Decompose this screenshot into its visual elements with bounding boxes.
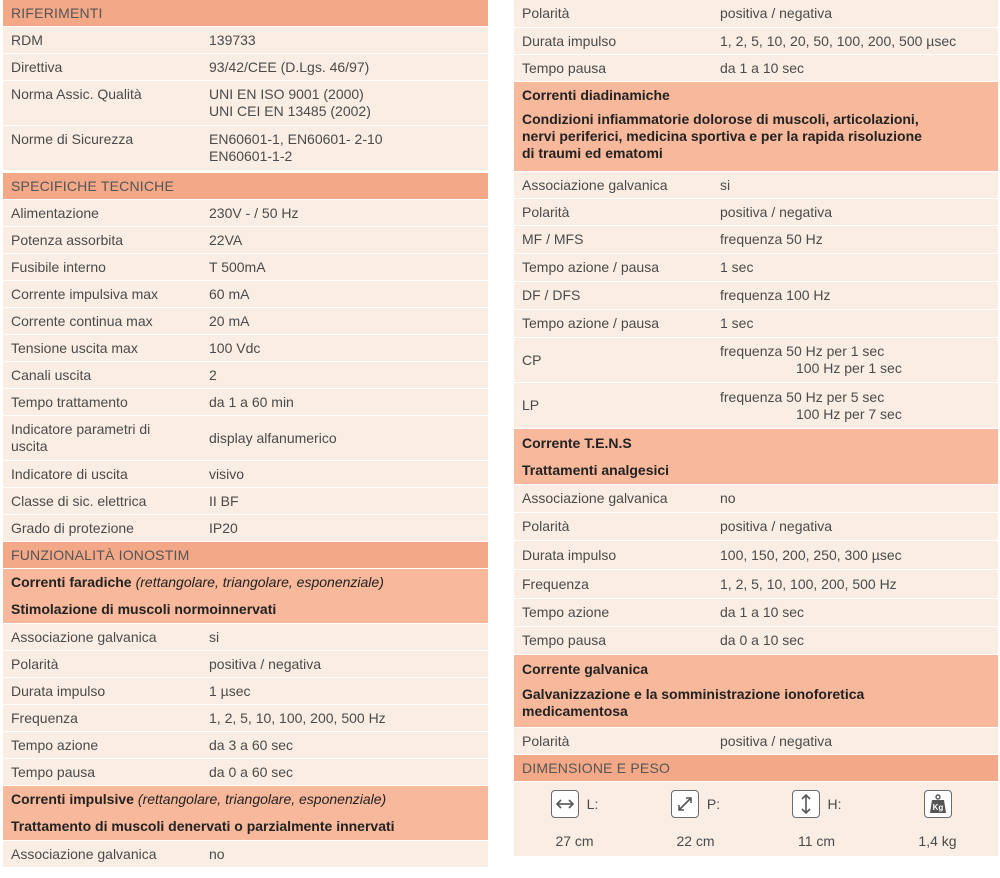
table-row bbox=[3, 461, 488, 488]
weight-badge-text: Kg bbox=[932, 803, 943, 812]
row-value: positiva / negativa bbox=[720, 203, 833, 220]
table-row bbox=[514, 570, 998, 599]
heading-note: (rettangolare, triangolare, esponenziale) bbox=[137, 791, 387, 807]
row-value: positiva / negativa bbox=[209, 655, 322, 672]
row-label: DF / DFS bbox=[522, 287, 581, 303]
row-label: Associazione galvanica bbox=[11, 628, 157, 645]
table-row bbox=[3, 389, 488, 416]
row-label: Durata impulso bbox=[11, 682, 106, 699]
table-row bbox=[3, 624, 488, 651]
row-value: II BF bbox=[209, 492, 239, 509]
subheading-line: di traumi ed ematomi bbox=[522, 145, 663, 161]
row-label: Corrente continua max bbox=[11, 312, 153, 329]
row-label: Indicatore di uscita bbox=[11, 465, 128, 482]
row-label: Durata impulso bbox=[522, 32, 617, 49]
row-label: Associazione galvanica bbox=[522, 490, 668, 506]
table-row bbox=[514, 599, 998, 627]
row-label: Tempo pausa bbox=[11, 763, 96, 780]
dimension-label: L: bbox=[586, 796, 599, 812]
row-value: 93/42/CEE (D.Lgs. 46/97) bbox=[209, 58, 370, 75]
heading-note: (rettangolare, triangolare, esponenziale) bbox=[135, 574, 384, 590]
row-value: da 0 a 10 sec bbox=[720, 632, 805, 648]
label-line: uscita bbox=[11, 438, 48, 454]
heading-text: Correnti impulsive bbox=[11, 791, 134, 807]
table-row bbox=[514, 541, 998, 570]
faradiche-subheading bbox=[3, 596, 488, 624]
table-row bbox=[514, 310, 998, 338]
row-label: Polarità bbox=[522, 203, 570, 220]
table-row bbox=[3, 678, 488, 705]
right-column bbox=[514, 0, 998, 856]
dimensions-values-row bbox=[514, 826, 998, 856]
impulsive-subheading bbox=[3, 813, 488, 841]
row-label: Tempo pausa bbox=[522, 632, 607, 648]
subheading-line: Condizioni infiammatorie dolorose di muscoli, articolazioni, bbox=[522, 111, 919, 127]
row-value bbox=[209, 131, 480, 165]
diadinamiche-subheading bbox=[514, 109, 998, 172]
section-title: FUNZIONALITÀ IONOSTIM bbox=[11, 547, 190, 563]
heading-text: Correnti diadinamiche bbox=[522, 87, 670, 103]
row-label: Direttiva bbox=[11, 58, 63, 75]
dimension-width bbox=[514, 790, 635, 818]
row-label: Frequenza bbox=[522, 575, 589, 592]
table-row bbox=[514, 282, 998, 310]
subheading-line: nervi periferici, medicina sportiva e per la rapida risoluzione bbox=[522, 128, 922, 144]
row-label: Associazione galvanica bbox=[11, 845, 157, 862]
depth-arrows-icon bbox=[671, 790, 699, 818]
table-row bbox=[514, 728, 998, 755]
width-arrows-icon bbox=[551, 790, 579, 818]
row-label: Tempo azione / pausa bbox=[522, 315, 659, 331]
row-label: Polarità bbox=[522, 518, 570, 534]
row-label: Corrente impulsiva max bbox=[11, 285, 159, 302]
dimension-label: H: bbox=[827, 796, 842, 812]
faradiche-heading bbox=[3, 569, 488, 596]
dimension-value: 1,4 kg bbox=[918, 833, 957, 849]
impulsive-heading bbox=[3, 786, 488, 813]
value-line: UNI EN ISO 9001 (2000) bbox=[209, 86, 364, 102]
row-label: Polarità bbox=[522, 732, 570, 749]
table-row bbox=[514, 172, 998, 199]
row-value: da 1 a 10 sec bbox=[720, 59, 805, 76]
table-row bbox=[3, 254, 488, 281]
row-value: 2 bbox=[209, 366, 217, 383]
diadinamiche-heading bbox=[514, 82, 998, 109]
row-value: 1, 2, 5, 10, 100, 200, 500 Hz bbox=[720, 575, 897, 592]
table-row bbox=[514, 254, 998, 282]
row-label: Tempo azione bbox=[522, 604, 610, 620]
row-value: 100 Vdc bbox=[209, 339, 261, 356]
table-row bbox=[3, 27, 488, 54]
row-value: frequenza 50 Hz bbox=[720, 231, 823, 247]
row-label: Norma Assic. Qualità bbox=[11, 86, 142, 102]
dimension-value: 27 cm bbox=[555, 833, 594, 849]
section-riferimenti bbox=[3, 0, 488, 27]
dimension-value: 11 cm bbox=[797, 833, 836, 849]
heading-text: Corrente T.E.N.S bbox=[522, 434, 632, 451]
value-line: frequenza 50 Hz per 5 sec bbox=[720, 388, 885, 405]
row-label: Associazione galvanica bbox=[522, 176, 668, 193]
row-label: Potenza assorbita bbox=[11, 231, 124, 248]
table-row bbox=[3, 227, 488, 254]
dimension-value: 22 cm bbox=[676, 833, 715, 849]
row-label: Frequenza bbox=[11, 709, 78, 726]
row-value: 100, 150, 200, 250, 300 µsec bbox=[720, 546, 902, 563]
row-label: Canali uscita bbox=[11, 366, 92, 383]
table-row bbox=[514, 627, 998, 655]
row-value: 139733 bbox=[209, 31, 256, 48]
table-row bbox=[3, 416, 488, 461]
row-label: LP bbox=[522, 397, 540, 413]
row-value: da 0 a 60 sec bbox=[209, 763, 294, 780]
table-row bbox=[3, 759, 488, 786]
row-value: si bbox=[209, 628, 220, 645]
table-row bbox=[3, 705, 488, 732]
dimensions-panel bbox=[514, 782, 998, 856]
table-row bbox=[3, 732, 488, 759]
section-funzionalita bbox=[3, 542, 488, 569]
subheading-line: Galvanizzazione e la somministrazione ionoforetica bbox=[522, 686, 865, 702]
label-line: Indicatore parametri di bbox=[11, 421, 151, 437]
table-row bbox=[514, 28, 998, 55]
row-label: RDM bbox=[11, 31, 43, 48]
table-row bbox=[3, 81, 488, 126]
dimension-depth bbox=[635, 790, 756, 818]
table-row bbox=[3, 841, 488, 868]
subheading-text: Trattamenti analgesici bbox=[522, 462, 670, 478]
row-label: Classe di sic. elettrica bbox=[11, 492, 147, 509]
dimension-height bbox=[756, 790, 877, 818]
table-row bbox=[3, 651, 488, 678]
table-row bbox=[3, 335, 488, 362]
table-row bbox=[514, 55, 998, 82]
row-value bbox=[720, 343, 990, 377]
value-line: EN60601-1-2 bbox=[209, 148, 293, 164]
row-value: 1, 2, 5, 10, 100, 200, 500 Hz bbox=[209, 709, 386, 726]
table-row bbox=[514, 226, 998, 254]
subheading-text: Trattamento di muscoli denervati o parzialmente innervati bbox=[11, 818, 395, 834]
heading-text: Corrente galvanica bbox=[522, 660, 649, 677]
row-label: Polarità bbox=[11, 655, 59, 672]
row-value: 1 sec bbox=[720, 259, 754, 275]
table-row bbox=[514, 199, 998, 226]
value-line: EN60601-1, EN60601- 2-10 bbox=[209, 131, 383, 147]
table-row bbox=[3, 308, 488, 335]
row-value: T 500mA bbox=[209, 258, 266, 275]
tens-subheading bbox=[514, 457, 998, 485]
row-label: Norme di Sicurezza bbox=[11, 131, 134, 147]
galvanica-heading bbox=[514, 655, 998, 683]
row-label: Tempo azione / pausa bbox=[522, 259, 659, 275]
row-value: visivo bbox=[209, 465, 245, 482]
row-value: no bbox=[720, 490, 736, 506]
table-row bbox=[3, 281, 488, 308]
row-label: Tensione uscita max bbox=[11, 339, 138, 356]
row-label: Tempo pausa bbox=[522, 59, 607, 76]
table-row bbox=[514, 338, 998, 383]
row-value: 22VA bbox=[209, 231, 243, 248]
row-value: positiva / negativa bbox=[720, 518, 833, 534]
table-row bbox=[514, 383, 998, 429]
table-row bbox=[514, 485, 998, 513]
row-value: da 1 a 10 sec bbox=[720, 604, 805, 620]
row-label: Tempo trattamento bbox=[11, 393, 128, 410]
table-row bbox=[3, 200, 488, 227]
row-value bbox=[209, 86, 480, 120]
section-title: DIMENSIONE E PESO bbox=[522, 760, 671, 776]
value-line: UNI CEI EN 13485 (2002) bbox=[209, 103, 371, 119]
height-arrows-icon bbox=[792, 790, 820, 818]
row-label bbox=[11, 421, 209, 455]
row-label: Tempo azione bbox=[11, 736, 99, 753]
dimension-label: P: bbox=[706, 796, 721, 812]
table-row bbox=[3, 54, 488, 81]
row-label: Alimentazione bbox=[11, 204, 99, 221]
section-dimensioni bbox=[514, 755, 998, 782]
row-value: 1 sec bbox=[720, 315, 754, 331]
row-label: MF / MFS bbox=[522, 231, 584, 247]
galvanica-subheading bbox=[514, 683, 998, 728]
subheading-line: medicamentosa bbox=[522, 703, 628, 719]
row-value: frequenza 100 Hz bbox=[720, 287, 831, 303]
row-label: Fusibile interno bbox=[11, 258, 106, 275]
row-value: 1, 2, 5, 10, 20, 50, 100, 200, 500 µsec bbox=[720, 32, 957, 49]
table-row bbox=[514, 0, 998, 28]
row-value bbox=[720, 389, 990, 423]
table-row bbox=[3, 126, 488, 171]
row-value: da 3 a 60 sec bbox=[209, 736, 294, 753]
row-label: Polarità bbox=[522, 5, 570, 21]
value-line: 100 Hz per 1 sec bbox=[796, 360, 902, 376]
row-value: 230V - / 50 Hz bbox=[209, 204, 299, 221]
row-label: Grado di protezione bbox=[11, 519, 134, 536]
value-line: 100 Hz per 7 sec bbox=[796, 405, 902, 422]
row-label: CP bbox=[522, 351, 542, 368]
dimensions-icons-row bbox=[514, 782, 998, 826]
section-title: SPECIFICHE TECNICHE bbox=[11, 178, 175, 194]
left-column bbox=[3, 0, 488, 868]
table-row bbox=[3, 515, 488, 542]
row-value: si bbox=[720, 176, 731, 193]
row-value: 60 mA bbox=[209, 285, 250, 302]
row-label: Durata impulso bbox=[522, 546, 617, 563]
row-value: 1 µsec bbox=[209, 682, 251, 699]
dimension-weight bbox=[877, 790, 998, 818]
row-value: da 1 a 60 min bbox=[209, 393, 294, 410]
heading-text: Correnti faradiche bbox=[11, 574, 132, 590]
row-value: positiva / negativa bbox=[720, 5, 833, 21]
value-line: frequenza 50 Hz per 1 sec bbox=[720, 343, 885, 359]
row-value: display alfanumerico bbox=[209, 429, 337, 446]
row-value: 20 mA bbox=[209, 312, 250, 329]
subheading-text: Stimolazione di muscoli normoinnervati bbox=[11, 601, 277, 617]
section-specifiche bbox=[3, 173, 488, 200]
table-row bbox=[3, 362, 488, 389]
row-value: IP20 bbox=[209, 519, 238, 536]
row-value: positiva / negativa bbox=[720, 732, 833, 749]
row-value: no bbox=[209, 845, 225, 862]
table-row bbox=[514, 513, 998, 541]
section-title: RIFERIMENTI bbox=[11, 5, 103, 21]
tens-heading bbox=[514, 429, 998, 457]
table-row bbox=[3, 488, 488, 515]
weight-kg-icon bbox=[924, 790, 952, 818]
